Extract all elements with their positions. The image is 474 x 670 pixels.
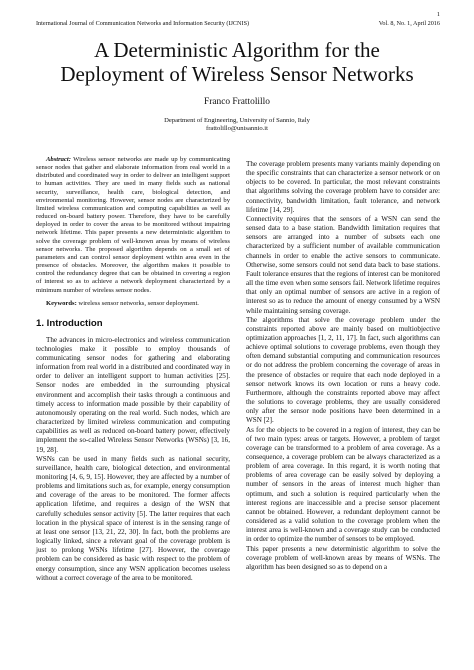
left-column [36, 156, 230, 583]
volume-info: Vol. 8, No. 1, April 2016 [378, 20, 440, 27]
paragraph: Connectivity requires that the sensors of a WSN can send the sensed data to a base station. Bandwidth limitation requires that sensors are arranged into a number of subsets each one characterized by a sufficient number of available communication channels in order to enable the active sensors to communicate. Otherwise, some sensors could not send data back to base stations. Fault tolerance ensures that the regions of interest can be monitored all the time even when some sensors fail. Network lifetime requires that only an optimal number of sensors are active in a region of interest so as to reduce the amount of energy consumed by a WSN while maintaining sensing coverage. [246, 214, 440, 315]
paper-title [0, 38, 474, 86]
keywords [36, 300, 230, 308]
journal-name: International Journal of Communication Networks and Information Security (IJCNIS) [36, 20, 250, 27]
paragraph: The algorithms that solve the coverage problem under the constraints reported above are mainly based on multiobjective optimization approaches [1, 2, 11, 17]. In fact, such algorithms can achieve optimal solutions to coverage problems, even though they often demand substantial computing and communication resources or do not address the problem concerning the coverage of areas in the presence of obstacles or require that each node deployed in a sensor network knows its own location or runs a heavy code. Furthermore, although the constraints reported above may affect the solutions to coverage problems, they are usually considered only after the sensor node positions have been determined in a WSN [2]. [246, 315, 440, 425]
author-name: Franco Frattolillo [204, 97, 270, 107]
right-column [246, 160, 440, 572]
keywords-text: wireless sensor networks, sensor deployment. [76, 299, 199, 307]
paragraph: The advances in micro-electronics and wireless communication technologies make it possible to employ thousands of communicating sensor nodes for gathering and elaborating information from real world in a distributed and coordinated way in order to deliver an intelligent support to human activities [25]. Sensor nodes are embedded in the surrounding physical environment and accomplish their tasks through a continuous and timely access to information made possible by their capability of autonomously operating on the real world. Such nodes, which are characterized by limited wireless communication and computing capabilities as well as reduced on-board battery power, effectively implement the so-called Wireless Sensor Networks (WSNs) [3, 16, 19, 28]. [36, 335, 230, 454]
author-email: frattolillo@unisannio.it [206, 125, 268, 133]
paragraph: WSNs can be used in many fields such as national security, surveillance, health care, biological detection, and environmental monitoring [4, 6, 9, 15]. However, they are affected by a number of problems and limitations such as, for example, energy consumption and coverage of the areas to be monitored. The former affects application lifetime, and requires a design of the WSN that carefully schedules sensor activity [5]. The latter requires that each location in the physical space of interest is in the sensing range of at least one sensor [13, 21, 22, 30]. In fact, both the problems are logically linked, since a relevant goal of the coverage problem is just to prolong WSNs lifetime [27]. However, the coverage problem can be considered as basic with respect to the problem of energy consumption, since any WSN application becomes useless without a correct coverage of the area to be monitored. [36, 454, 230, 582]
paragraph: As for the objects to be covered in a region of interest, they can be of two main types: areas or targets. However, a problem of target coverage can be transformed to a problem of area coverage. As a consequence, a coverage problem can be always characterized as a problem of area coverage. In this regard, it is worth noting that problems of area coverage can be easily solved by deploying a number of sensors in the areas of interest much higher than optimum, and such a solution is required particularly when the interest regions are inaccessible and a precise sensor placement cannot be obtained. However, a redundant deployment cannot be considered as a valid solution to the coverage problem when the interest area is well-known and a coverage study can be conducted in order to optimize the number of sensors to be employed. [246, 425, 440, 544]
title-line-2: Deployment of Wireless Sensor Networks [60, 62, 414, 86]
affiliation: Department of Engineering, University of Sannio, Italy [164, 117, 310, 124]
page-number: 1 [436, 11, 440, 18]
affiliation-block [0, 117, 474, 134]
keywords-label: Keywords: [46, 299, 77, 307]
abstract [36, 156, 230, 295]
title-line-1: A Deterministic Algorithm for the [94, 38, 380, 62]
paragraph: This paper presents a new deterministic algorithm to solve the coverage problem of well-known areas by means of WSNs. The algorithm has been designed so as to depend on a [246, 544, 440, 571]
abstract-text: Wireless sensor networks are made up by communicating sensor nodes that gather and elaborate information from real world in a distributed and coordinated way in order to deliver an intelligent support to human activities. They are used in many fields such as national security, surveillance, health care, biological detection, and environmental monitoring. However, sensor nodes are characterized by limited wireless communication and computing capabilities as well as reduced on-board battery power. Therefore, they have to be carefully deployed in order to cover the areas to be monitored without impairing network lifetime. This paper presents a new deterministic algorithm to solve the coverage problem of well-known areas by means of wireless sensor networks. The proposed algorithm depends on a small set of parameters and can control sensor deployment within area even in the presence of obstacles. Moreover, the algorithm makes it possible to control the redundancy degree that can be obtained in covering a region of interest so as to achieve a network deployment characterized by a minimum number of wireless sensor nodes. [36, 156, 230, 294]
section-heading: 1. Introduction [36, 317, 103, 329]
abstract-label: Abstract: [46, 156, 71, 163]
paragraph: The coverage problem presents many variants mainly depending on the specific constraints that can characterize a sensor network or on objects to be covered. In particular, the most relevant constraints that algorithms solving the coverage problem have to consider are: connectivity, bandwidth limitation, fault tolerance, and network lifetime [14, 29]. [246, 160, 440, 214]
